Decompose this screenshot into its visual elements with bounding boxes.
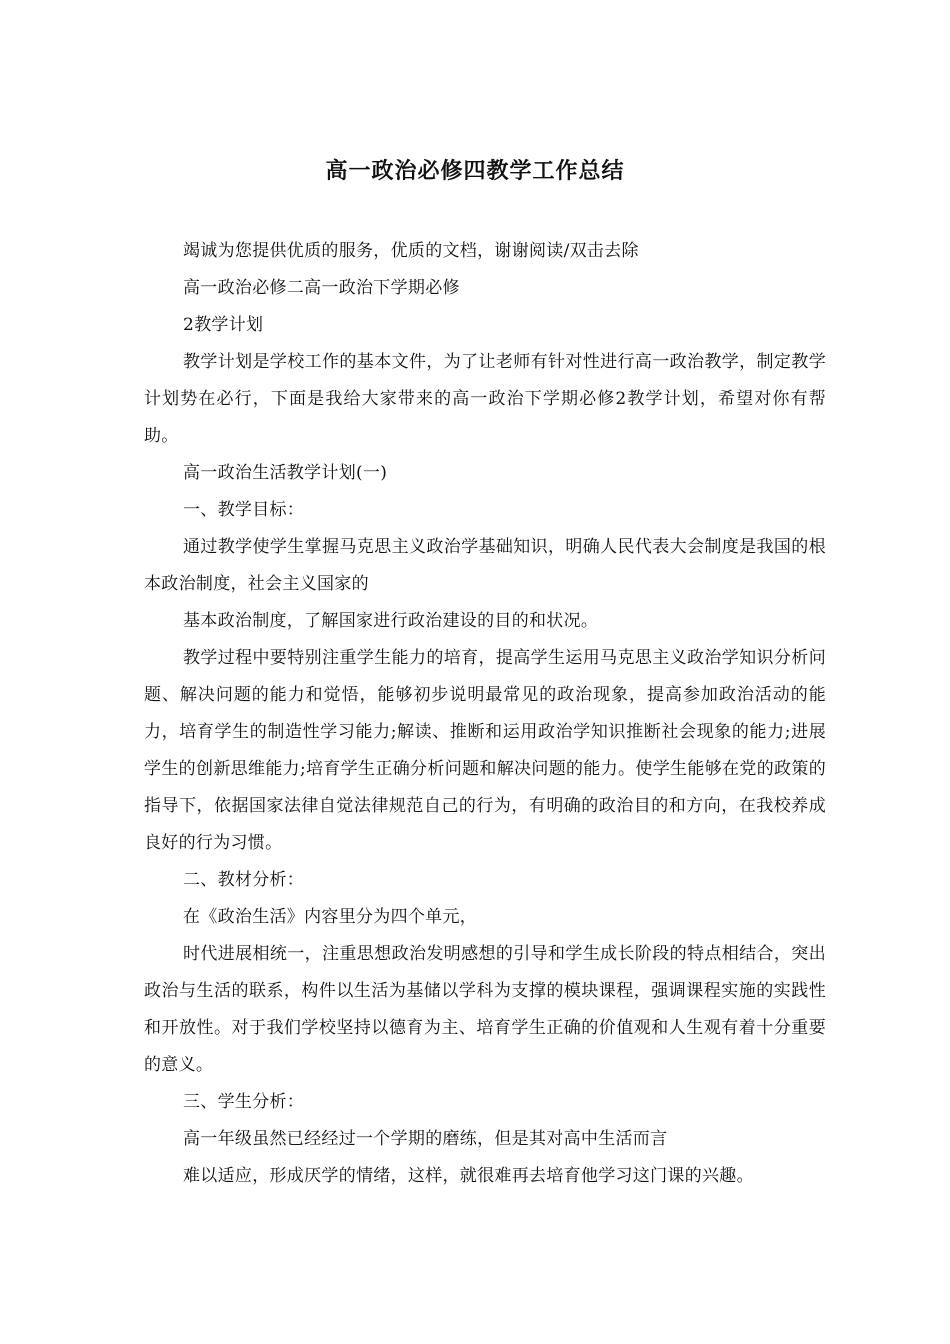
paragraph: 2教学计划 [183,315,264,335]
section-heading: 三、学生分析： [183,1092,305,1112]
paragraph: 基本政治制度，了解国家进行政治建设的目的和状况。 [183,611,599,631]
paragraph: 高一政治必修二高一政治下学期必修 [183,278,460,298]
paragraph: 教学过程中要特别注重学生能力的培育，提高学生运用马克思主义政治学知识分析问题、解决问题的能力和觉悟，能够初步说明最常见的政治现象，提高参加政治活动的能力，培育学生的制造性学习能力;解读、推断和运用政治学知识推断社会现象的能力;进展学生的创新思维能力;培育学生正确分析问题和解决问题的能力。使学生能够在党的政策的指导下，依据国家法律自觉法律规范自己的行为，有明确的政治目的和方向，在我校养成良好的行为习惯。 [144,648,826,853]
paragraph: 高一政治生活教学计划(一) [183,463,388,483]
document-title: 高一政治必修四教学工作总结 [325,159,625,184]
paragraph: 教学计划是学校工作的基本文件，为了让老师有针对性进行高一政治教学，制定教学计划势在必行，下面是我给大家带来的高一政治下学期必修2教学计划，希望对你有帮助。 [144,352,826,446]
section-heading: 二、教材分析： [183,870,305,890]
paragraph: 时代进展相统一，注重思想政治发明感想的引导和学生成长阶段的特点相结合，突出政治与生活的联系，构件以生活为基储以学科为支撑的模块课程，强调课程实施的实践性和开放性。对于我们学校坚持以德育为主、培育学生正确的价值观和人生观有着十分重要的意义。 [144,944,826,1075]
section-heading: 一、教学目标： [183,500,305,520]
paragraph: 竭诚为您提供优质的服务，优质的文档，谢谢阅读/双击去除 [183,241,639,261]
paragraph: 在《政治生活》内容里分为四个单元， [183,907,478,927]
paragraph: 高一年级虽然已经经过一个学期的磨练，但是其对高中生活而言 [183,1129,668,1149]
paragraph: 难以适应，形成厌学的情绪，这样，就很难再去培育他学习这门课的兴趣。 [183,1166,754,1186]
paragraph: 通过教学使学生掌握马克思主义政治学基础知识，明确人民代表大会制度是我国的根本政治制度，社会主义国家的 [144,537,826,594]
document-body [144,233,826,1195]
